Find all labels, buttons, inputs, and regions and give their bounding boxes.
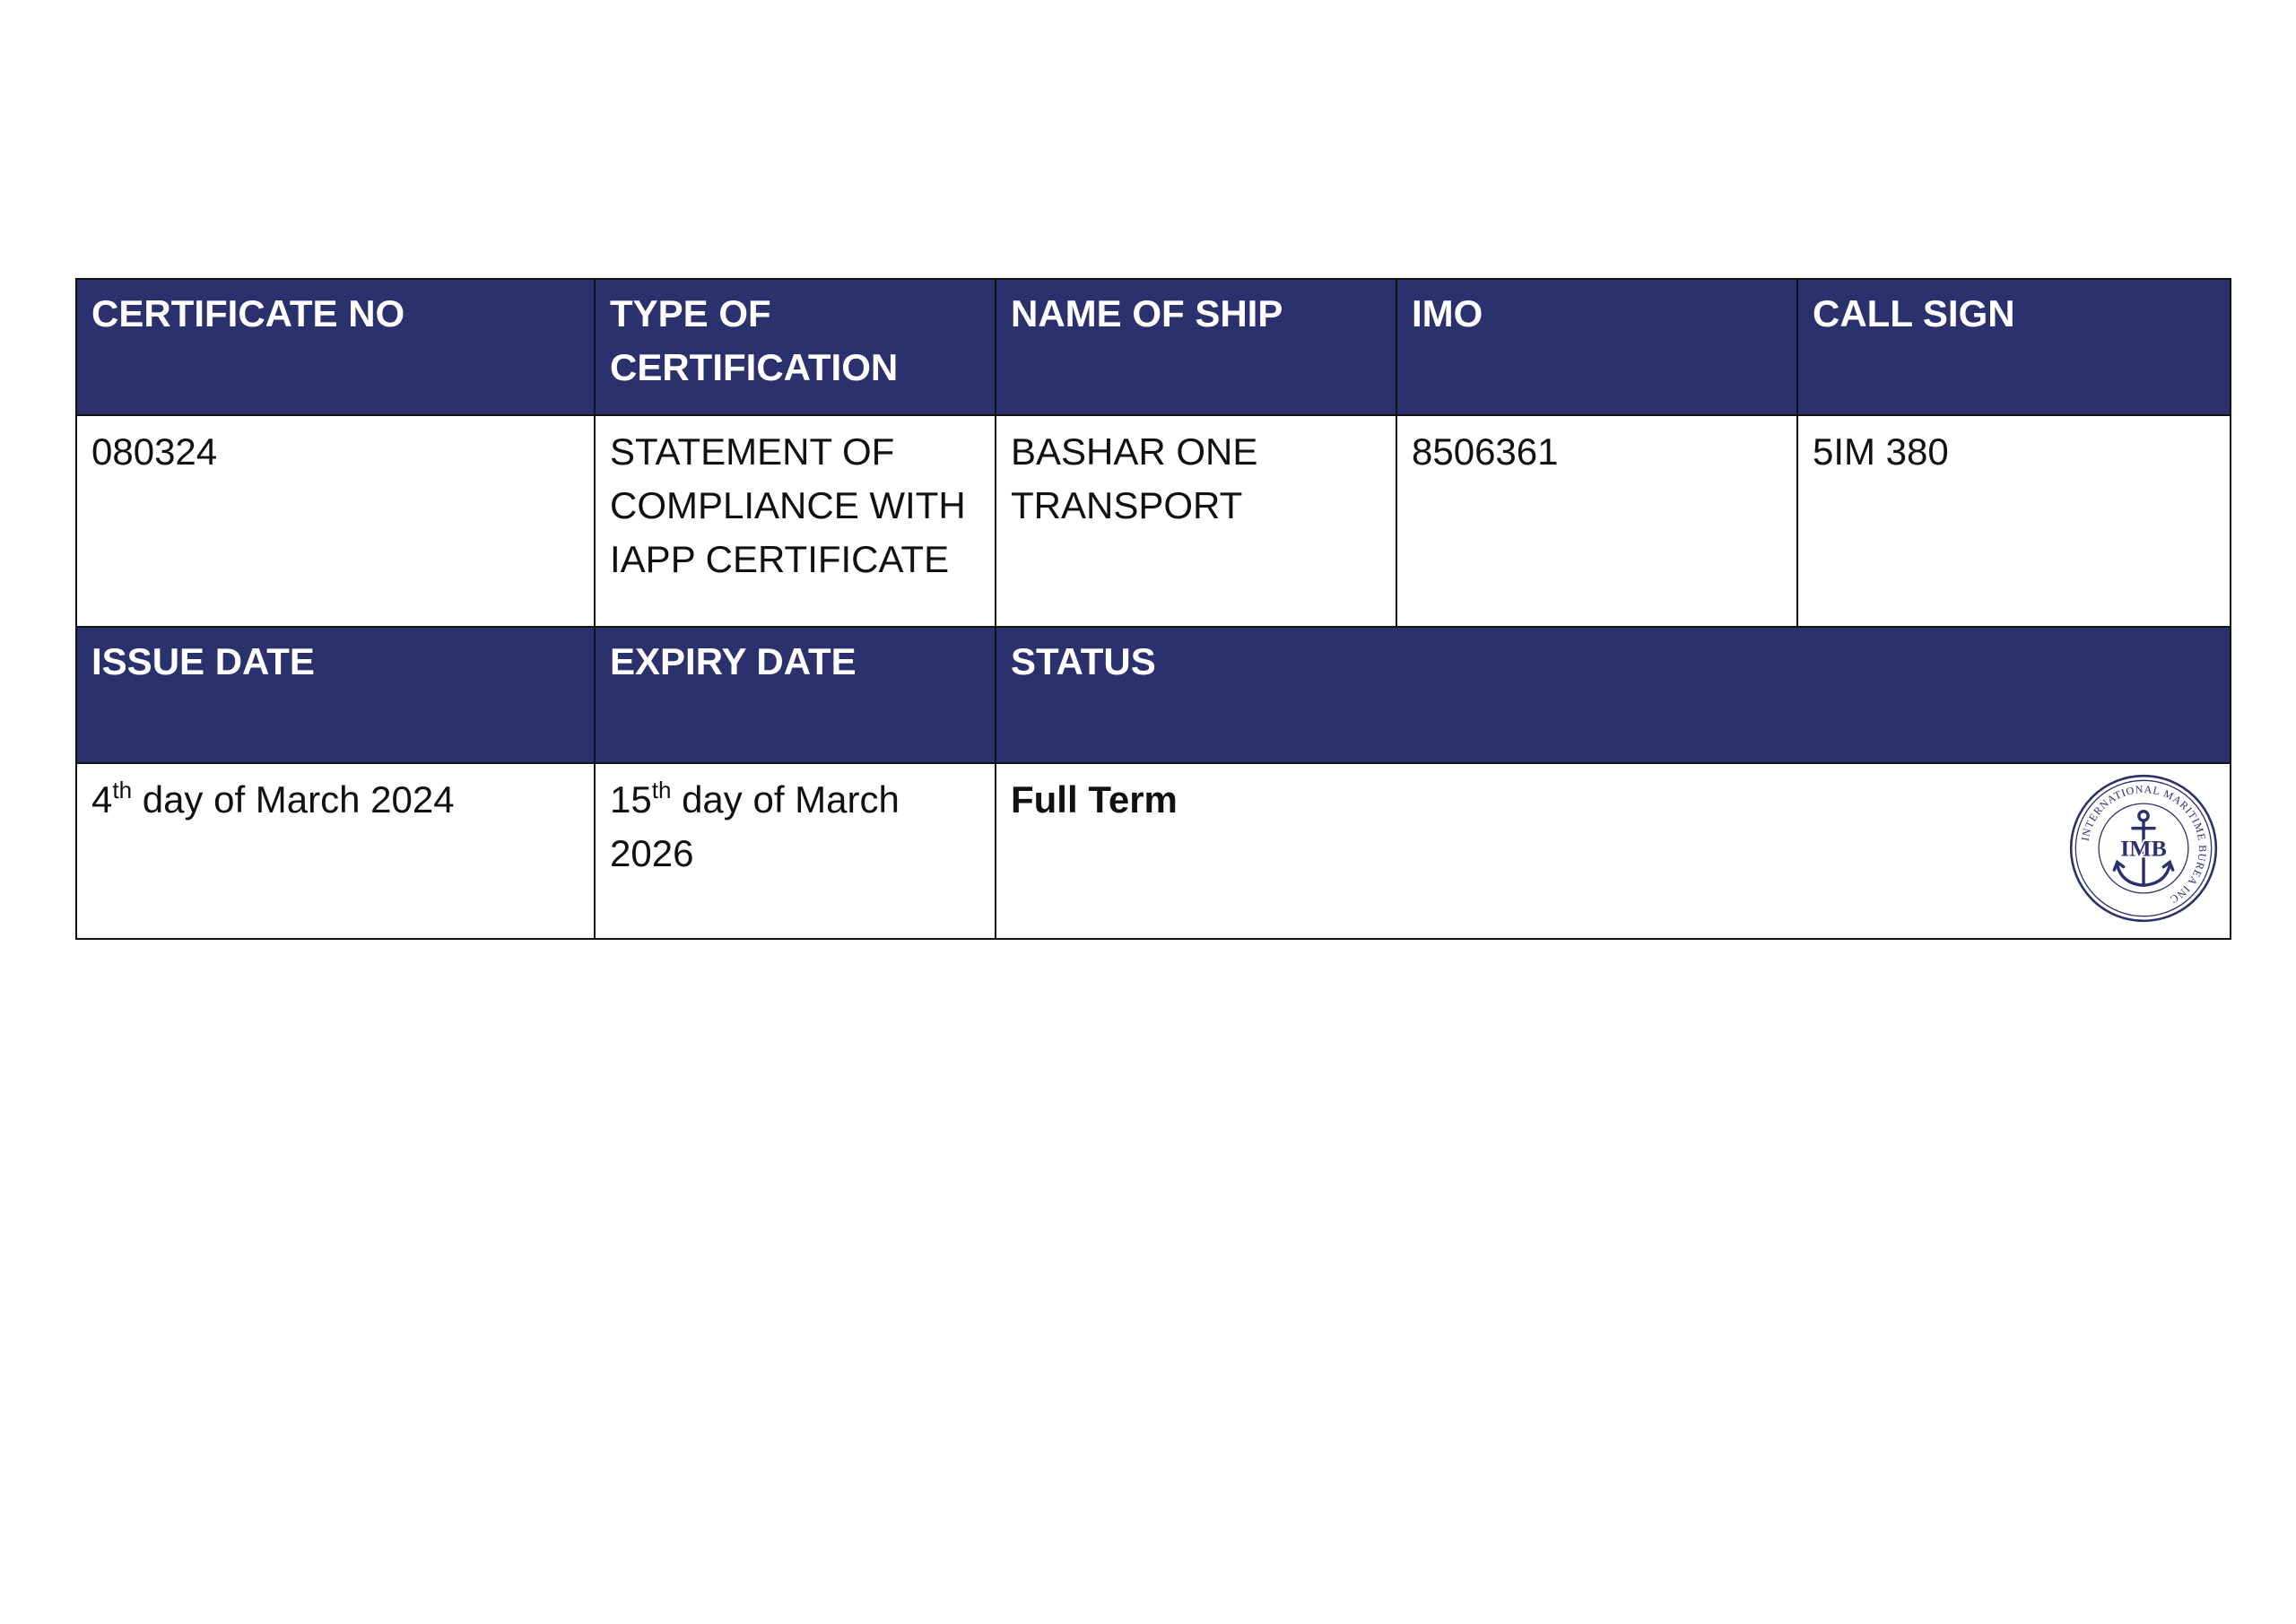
header-call-sign: CALL SIGN xyxy=(1797,279,2231,415)
imo-value: 8506361 xyxy=(1396,415,1797,627)
header-issue-date: ISSUE DATE xyxy=(76,627,595,763)
seal-center-text: IMB xyxy=(2120,835,2167,862)
table-row xyxy=(76,415,2231,627)
expiry-date-rest: day of March 2026 xyxy=(610,778,900,874)
issue-date-rest: day of March 2024 xyxy=(132,778,455,821)
header-status: STATUS xyxy=(996,627,2231,763)
header-certificate-no: CERTIFICATE NO xyxy=(76,279,595,415)
header-expiry-date: EXPIRY DATE xyxy=(595,627,996,763)
header-imo: IMO xyxy=(1396,279,1797,415)
type-of-certification-value: STATEMENT OF COMPLIANCE WITH IAPP CERTIFICATE xyxy=(595,415,996,627)
certificate-table xyxy=(75,278,2231,940)
expiry-date-day: 15 xyxy=(610,778,652,821)
status-cell xyxy=(996,763,2231,939)
imb-seal xyxy=(2066,771,2221,925)
table-header-row xyxy=(76,627,2231,763)
issue-date-suffix: th xyxy=(112,777,133,803)
issue-date-value xyxy=(76,763,595,939)
issue-date-day: 4 xyxy=(91,778,113,821)
table-header-row xyxy=(76,279,2231,415)
call-sign-value: 5IM 380 xyxy=(1797,415,2231,627)
expiry-date-value xyxy=(595,763,996,939)
seal-ring-text: INTERNATIONAL MARITIME BUREA INC xyxy=(2078,782,2209,907)
certificate-no-value: 080324 xyxy=(76,415,595,627)
header-name-of-ship: NAME OF SHIP xyxy=(996,279,1396,415)
ship-name-value: BASHAR ONE TRANSPORT xyxy=(996,415,1396,627)
header-type-of-certification: TYPE OF CERTIFICATION xyxy=(595,279,996,415)
status-value: Full Term xyxy=(1011,778,1178,821)
expiry-date-suffix: th xyxy=(651,777,672,803)
table-row xyxy=(76,763,2231,939)
